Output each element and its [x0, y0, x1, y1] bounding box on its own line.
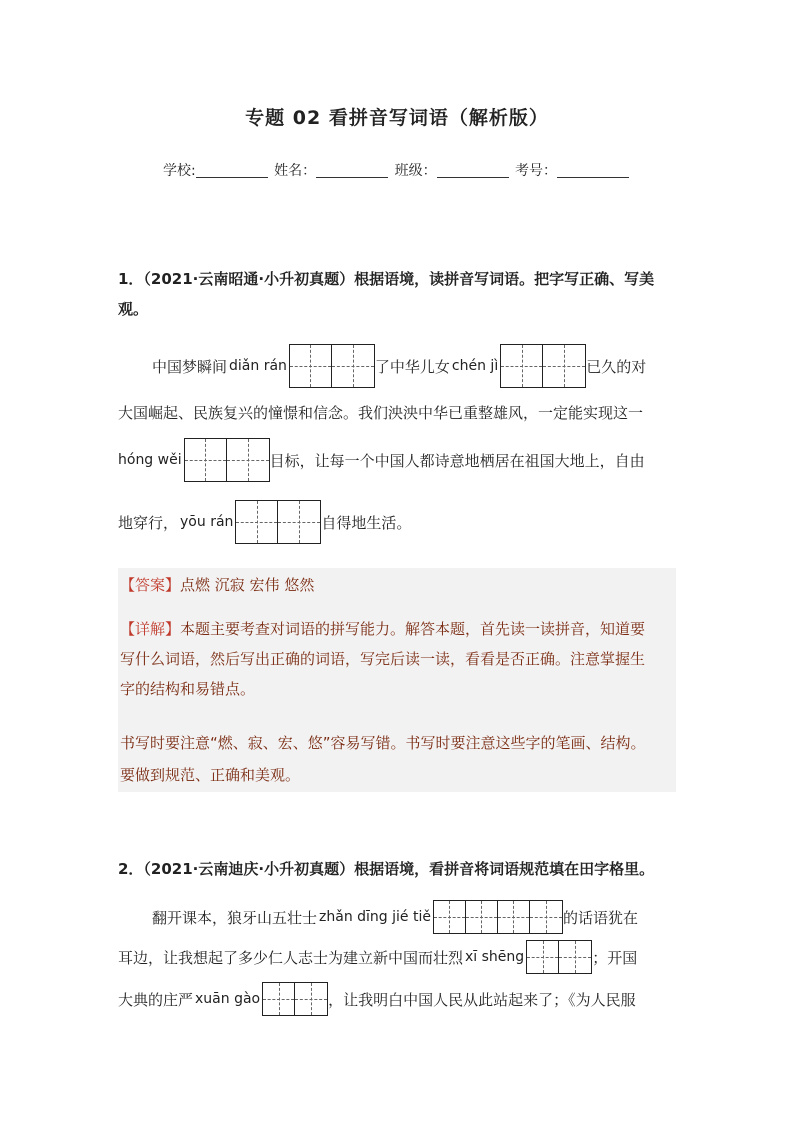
text-segment: 目标，让每一个中国人都诗意地栖居在祖国大地上，自由 [269, 451, 645, 470]
passage2-line-2 [118, 940, 637, 974]
text-segment: ，让我明白中国人民从此站起来了；《为人民服 [328, 990, 636, 1009]
page-title: 专题 02 看拼音写词语（解析版） [245, 107, 549, 129]
text-segment: 大典的庄严 [118, 990, 194, 1009]
detail-line-5: 要做到规范、正确和美观。 [120, 766, 301, 784]
answer-explanation-box [118, 568, 676, 792]
name-blank[interactable] [316, 163, 388, 178]
pinyin-xi-sheng: xī shēng [465, 949, 525, 965]
class-blank[interactable] [437, 163, 509, 178]
question-2-heading: 2．（2021·云南迪庆·小升初真题）根据语境，看拼音将词语规范填在田字格里。 [118, 860, 655, 878]
name-label: 姓名： [274, 163, 317, 179]
tianzige-xuan-gao[interactable] [262, 982, 328, 1016]
text-segment: 地穿行， [118, 513, 179, 532]
detail-text: 本题主要考查对词语的拼写能力。解答本题，首先读一读拼音，知道要 [180, 620, 646, 638]
answer-text: 点燃 沉寂 宏伟 悠然 [180, 576, 315, 594]
pinyin-chen-ji: chén jì [451, 358, 499, 374]
passage-line-2: 大国崛起、民族复兴的憧憬和信念。我们泱泱中华已重整雄风，一定能实现这一 [118, 404, 644, 422]
text-segment: 翻开课本，狼牙山五壮士 [152, 908, 318, 927]
pinyin-dian-ran: diǎn rán [229, 358, 287, 374]
detail-line-3: 字的结构和易错点。 [120, 680, 256, 698]
pinyin-xuan-gao: xuān gào [195, 991, 261, 1007]
tianzige-dian-ran[interactable] [289, 344, 375, 388]
answer-line [120, 574, 314, 595]
question-1-heading: 1．（2021·云南昭通·小升初真题）根据语境，读拼音写词语。把字写正确、写美观。 [118, 270, 655, 318]
pinyin-you-ran: yōu rán [180, 514, 234, 530]
school-blank[interactable] [196, 163, 268, 178]
detail-tag: 【详解】 [120, 620, 181, 638]
student-info-line [0, 160, 794, 180]
tianzige-chen-ji[interactable] [500, 344, 586, 388]
passage2-line-3 [118, 982, 636, 1016]
text-segment: 已久的对 [586, 357, 647, 376]
passage2-line-1 [152, 900, 638, 934]
answer-tag: 【答案】 [120, 576, 181, 594]
text-segment: 自得地生活。 [321, 513, 412, 532]
passage-line-4 [118, 500, 411, 544]
text-segment: 了中华儿女 [374, 357, 450, 376]
passage-line-1 [152, 344, 646, 388]
detail-line-4: 书写时要注意“燃、寂、宏、悠”容易写错。书写时要注意这些字的笔画、结构。 [120, 734, 646, 752]
pinyin-hong-wei: hóng wěi [118, 452, 182, 468]
number-blank[interactable] [557, 163, 629, 178]
tianzige-hong-wei[interactable] [184, 438, 270, 482]
class-label: 班级： [394, 163, 437, 179]
detail-line-2: 写什么词语，然后写出正确的词语，写完后读一读，看看是否正确。注意掌握生 [120, 650, 646, 668]
passage-line-3 [118, 438, 645, 482]
pinyin-zhan-ding-jie-tie: zhǎn dīng jié tiě [319, 909, 431, 925]
number-label: 考号： [515, 163, 558, 179]
text-segment: 的话语犹在 [562, 908, 638, 927]
detail-line-1 [120, 618, 645, 639]
text-segment: ；开国 [592, 948, 638, 967]
tianzige-zhan-ding-jie-tie[interactable] [433, 900, 563, 934]
text-segment: 中国梦瞬间 [152, 357, 228, 376]
tianzige-you-ran[interactable] [235, 500, 321, 544]
tianzige-xi-sheng[interactable] [526, 940, 592, 974]
text-segment: 耳边，让我想起了多少仁人志士为建立新中国而壮烈 [118, 948, 464, 967]
school-label: 学校: [162, 163, 196, 179]
